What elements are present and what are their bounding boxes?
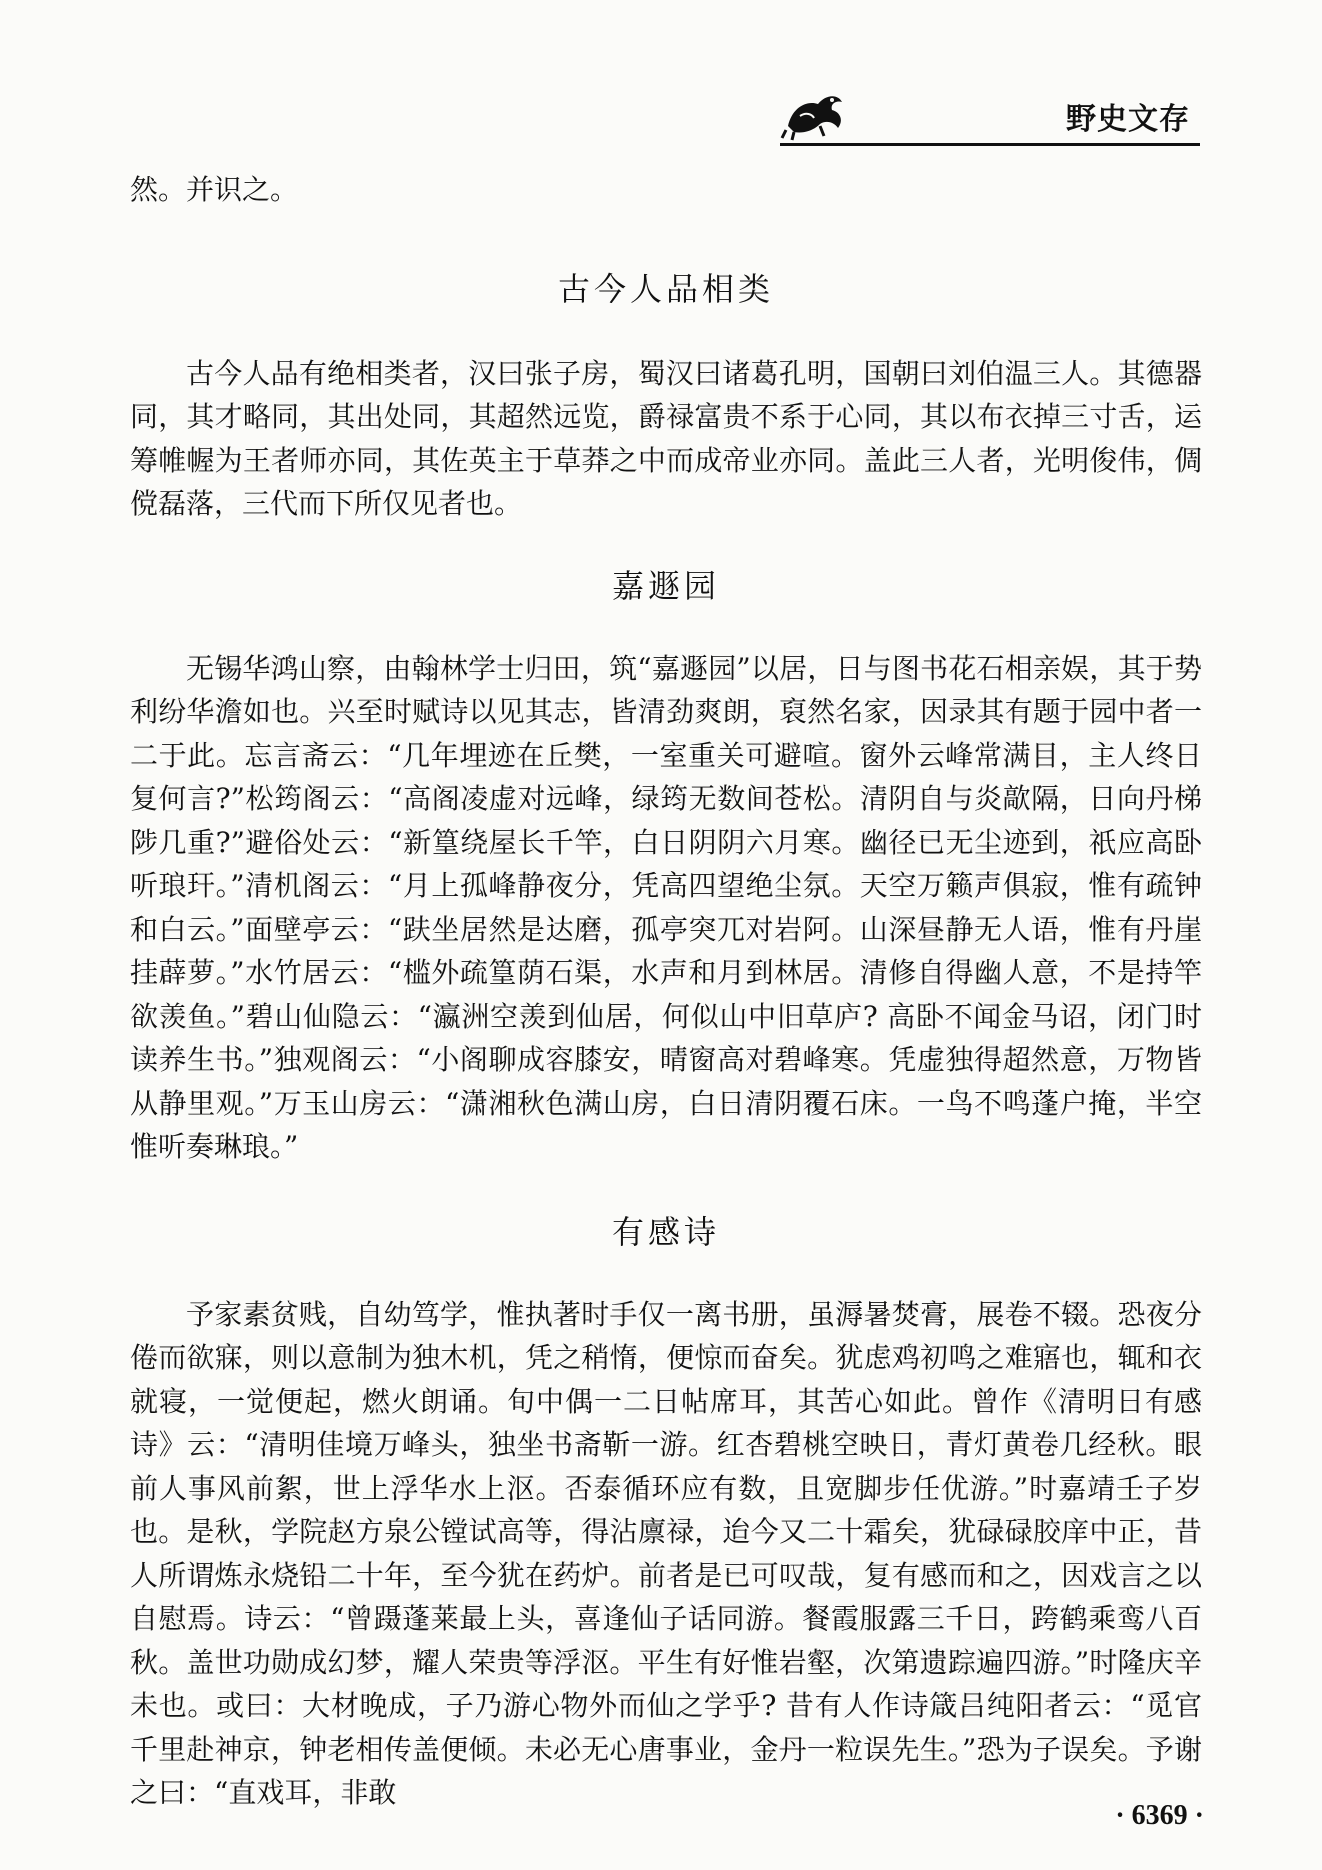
header-rule [780,143,1200,146]
dragon-emblem-icon [780,86,850,142]
page-number: · 6369 · [1115,1800,1204,1831]
section-heading: 古今人品相类 [557,269,774,308]
section-paragraph: 予家素贫贱，自幼笃学，惟执著时手仅一离书册，虽溽暑焚膏，展卷不辍。恐夜分倦而欲寐，则以意制为独木机，凭之稍惰，便惊而奋矣。犹虑鸡初鸣之难寤也，辄和衣就寝，一觉便起，燃火朗诵。旬中偶一二日帖席耳，其苦心如此。曾作《清明日有感诗》云：“清明佳境万峰头，独坐书斋靳一游。红杏碧桃空映日，青灯黄卷几经秋。眼前人事风前絮，世上浮华水上沤。否泰循环应有数，且宽脚步任优游。”时嘉靖壬子岁也。是秋，学院赵方泉公镗试高等，得沾廪禄，迨今又二十霜矣，犹碌碌胶庠中正，昔人所谓炼永烧铅二十年，至今犹在药炉。前者是已可叹哉，复有感而和之，因戏言之以自慰焉。诗云：“曾蹑蓬莱最上头，喜逢仙子话同游。餐霞服露三千日，跨鹤乘鸾八百秋。盖世功勋成幻梦，耀人荣贵等浮沤。平生有好惟岩壑，次第遗踪遍四游。”时隆庆辛未也。或曰：大材晚成，子乃游心物外而仙之学乎? 昔有人作诗箴吕纯阳者云：“觅官千里赴神京，钟老相传盖便倾。未必无心唐事业，金丹一粒误先生。”恐为子误矣。予谢之曰：“直戏耳，非敢 [130,1297,1202,1809]
section-heading: 有感诗 [611,1212,720,1251]
series-title: 野史文存 [1066,102,1190,137]
running-header [780,80,1200,150]
section-heading: 嘉遯园 [611,566,720,605]
continued-paragraph: 然。并识之。 [130,173,299,206]
section-paragraph: 古今人品有绝相类者，汉曰张子房，蜀汉曰诸葛孔明，国朝曰刘伯温三人。其德器同，其才略同，其出处同，其超然远览，爵禄富贵不系于心同，其以布衣掉三寸舌，运筹帷幄为王者师亦同，其佐英主于草莽之中而成帝业亦同。盖此三人者，光明俊伟，倜傥磊落，三代而下所仅见者也。 [130,356,1202,520]
section-paragraph: 无锡华鸿山察，由翰林学士归田，筑“嘉遯园”以居，日与图书花石相亲娱，其于势利纷华澹如也。兴至时赋诗以见其志，皆清劲爽朗，裒然名家，因录其有题于园中者一二于此。忘言斋云：“几年埋迹在丘樊，一室重关可避喧。窗外云峰常满目，主人终日复何言?”松筠阁云：“高阁凌虚对远峰，绿筠无数间苍松。清阴自与炎歊隔，日向丹梯陟几重?”避俗处云：“新篁绕屋长千竿，白日阴阴六月寒。幽径已无尘迹到，祇应高卧听琅玕。”清机阁云：“月上孤峰静夜分，凭高四望绝尘氛。天空万籁声俱寂，惟有疏钟和白云。”面壁亭云：“趺坐居然是达磨，孤亭突兀对岩阿。山深昼静无人语，惟有丹崖挂薜萝。”水竹居云：“槛外疏篁荫石渠，水声和月到林居。清修自得幽人意，不是持竿欲羡鱼。”碧山仙隐云：“瀛洲空羡到仙居，何似山中旧草庐? 高卧不闻金马诏，闭门时读养生书。”独观阁云：“小阁聊成容膝安，晴窗高对碧峰寒。凭虚独得超然意，万物皆从静里观。”万玉山房云：“潇湘秋色满山房，白日清阴覆石床。一鸟不鸣蓬户掩，半空惟听奏琳琅。” [130,651,1202,1163]
page-body [130,168,1202,1815]
